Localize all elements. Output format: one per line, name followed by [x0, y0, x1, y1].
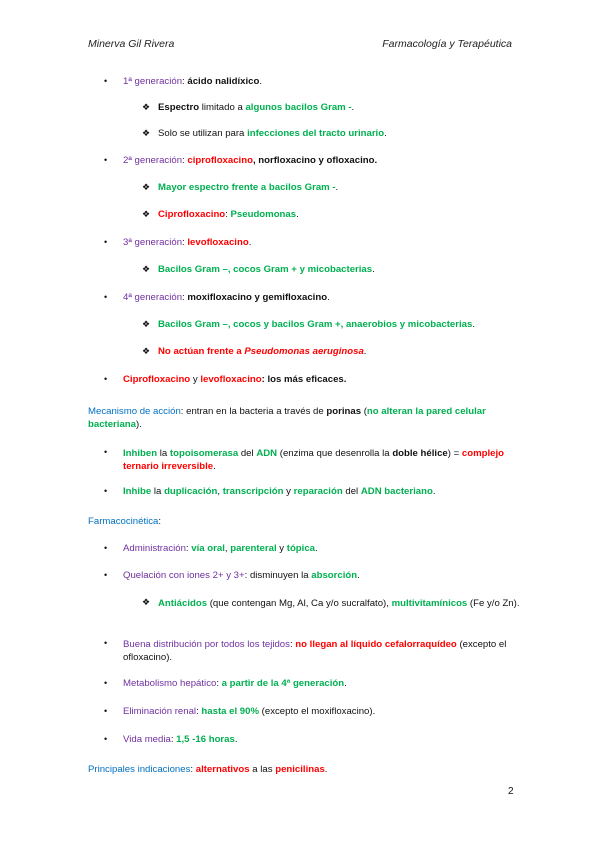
gen3-line: 3ª generación: levofloxacino. — [123, 237, 252, 248]
bullet: • — [104, 734, 108, 744]
bullet: • — [104, 155, 108, 165]
header-author: Minerva Gil Rivera — [88, 38, 175, 50]
page-number: 2 — [508, 786, 514, 797]
bullet: • — [104, 447, 108, 457]
diamond-bullet: ❖ — [142, 264, 151, 274]
pk-distribution: Buena distribución por todos los tejidos: no llegan al líquido cefalorraquídeo (excepto el ofloxacino). — [123, 639, 507, 663]
efficacy-line: Ciprofloxacino y levofloxacino: los más eficaces. — [123, 374, 347, 385]
mechanism-item2: Inhibe la duplicación, transcripción y reparación del ADN bacteriano. — [123, 486, 436, 497]
gen2-sub1: Mayor espectro frente a bacilos Gram -. — [158, 182, 339, 193]
diamond-bullet: ❖ — [142, 128, 151, 138]
bullet: • — [104, 292, 108, 302]
bullet: • — [104, 543, 108, 553]
bullet: • — [104, 570, 108, 580]
diamond-bullet: ❖ — [142, 597, 151, 607]
gen1-sub1: Espectro limitado a algunos bacilos Gram -. — [158, 102, 355, 113]
bullet: • — [104, 237, 108, 247]
pk-elimination: Eliminación renal: hasta el 90% (excepto el moxifloxacino). — [123, 706, 376, 717]
gen1-sub2: Solo se utilizan para infecciones del tracto urinario. — [158, 128, 387, 139]
pk-chelation-sub: Antiácidos (que contengan Mg, Al, Ca y/o sucralfato), multivitamínicos (Fe y/o Zn). — [158, 598, 520, 609]
gen2-sub2: Ciprofloxacino: Pseudomonas. — [158, 209, 299, 220]
pk-half-life: Vida media: 1,5 -16 horas. — [123, 734, 238, 745]
diamond-bullet: ❖ — [142, 319, 151, 329]
gen4-sub1: Bacilos Gram –, cocos y bacilos Gram +, anaerobios y micobacterias. — [158, 319, 476, 330]
diamond-bullet: ❖ — [142, 346, 151, 356]
mechanism-item1: Inhiben la topoisomerasa del ADN (enzima que desenrolla la doble hélice) = complejo ternario irreversible. — [123, 448, 505, 472]
bullet: • — [104, 706, 108, 716]
pk-administration: Administración: vía oral, parenteral y tópica. — [123, 543, 318, 554]
gen4-line: 4ª generación: moxifloxacino y gemifloxacino. — [123, 292, 330, 303]
bullet: • — [104, 76, 108, 86]
bullet: • — [104, 486, 108, 496]
diamond-bullet: ❖ — [142, 182, 151, 192]
gen3-sub1: Bacilos Gram –, cocos Gram + y micobacterias. — [158, 264, 375, 275]
pk-metabolism: Metabolismo hepático: a partir de la 4ª generación. — [123, 678, 347, 689]
diamond-bullet: ❖ — [142, 102, 151, 112]
pharmacokinetics-heading: Farmacocinética: — [88, 516, 162, 527]
gen4-sub2: No actúan frente a Pseudomonas aeruginosa. — [158, 346, 367, 357]
gen2-line: 2ª generación: ciprofloxacino, norfloxacino y ofloxacino. — [123, 155, 378, 166]
diamond-bullet: ❖ — [142, 209, 151, 219]
bullet: • — [104, 638, 108, 648]
gen1-line: 1ª generación: ácido nalidíxico. — [123, 76, 263, 87]
indications-line: Principales indicaciones: alternativos a las penicilinas. — [88, 764, 328, 775]
bullet: • — [104, 678, 108, 688]
header-subject: Farmacología y Terapéutica — [382, 38, 512, 50]
mechanism-paragraph: Mecanismo de acción: entran en la bacteria a través de porinas (no alteran la pared celular bacteriana). — [88, 406, 486, 430]
pk-chelation: Quelación con iones 2+ y 3+: disminuyen la absorción. — [123, 570, 360, 581]
bullet: • — [104, 374, 108, 384]
